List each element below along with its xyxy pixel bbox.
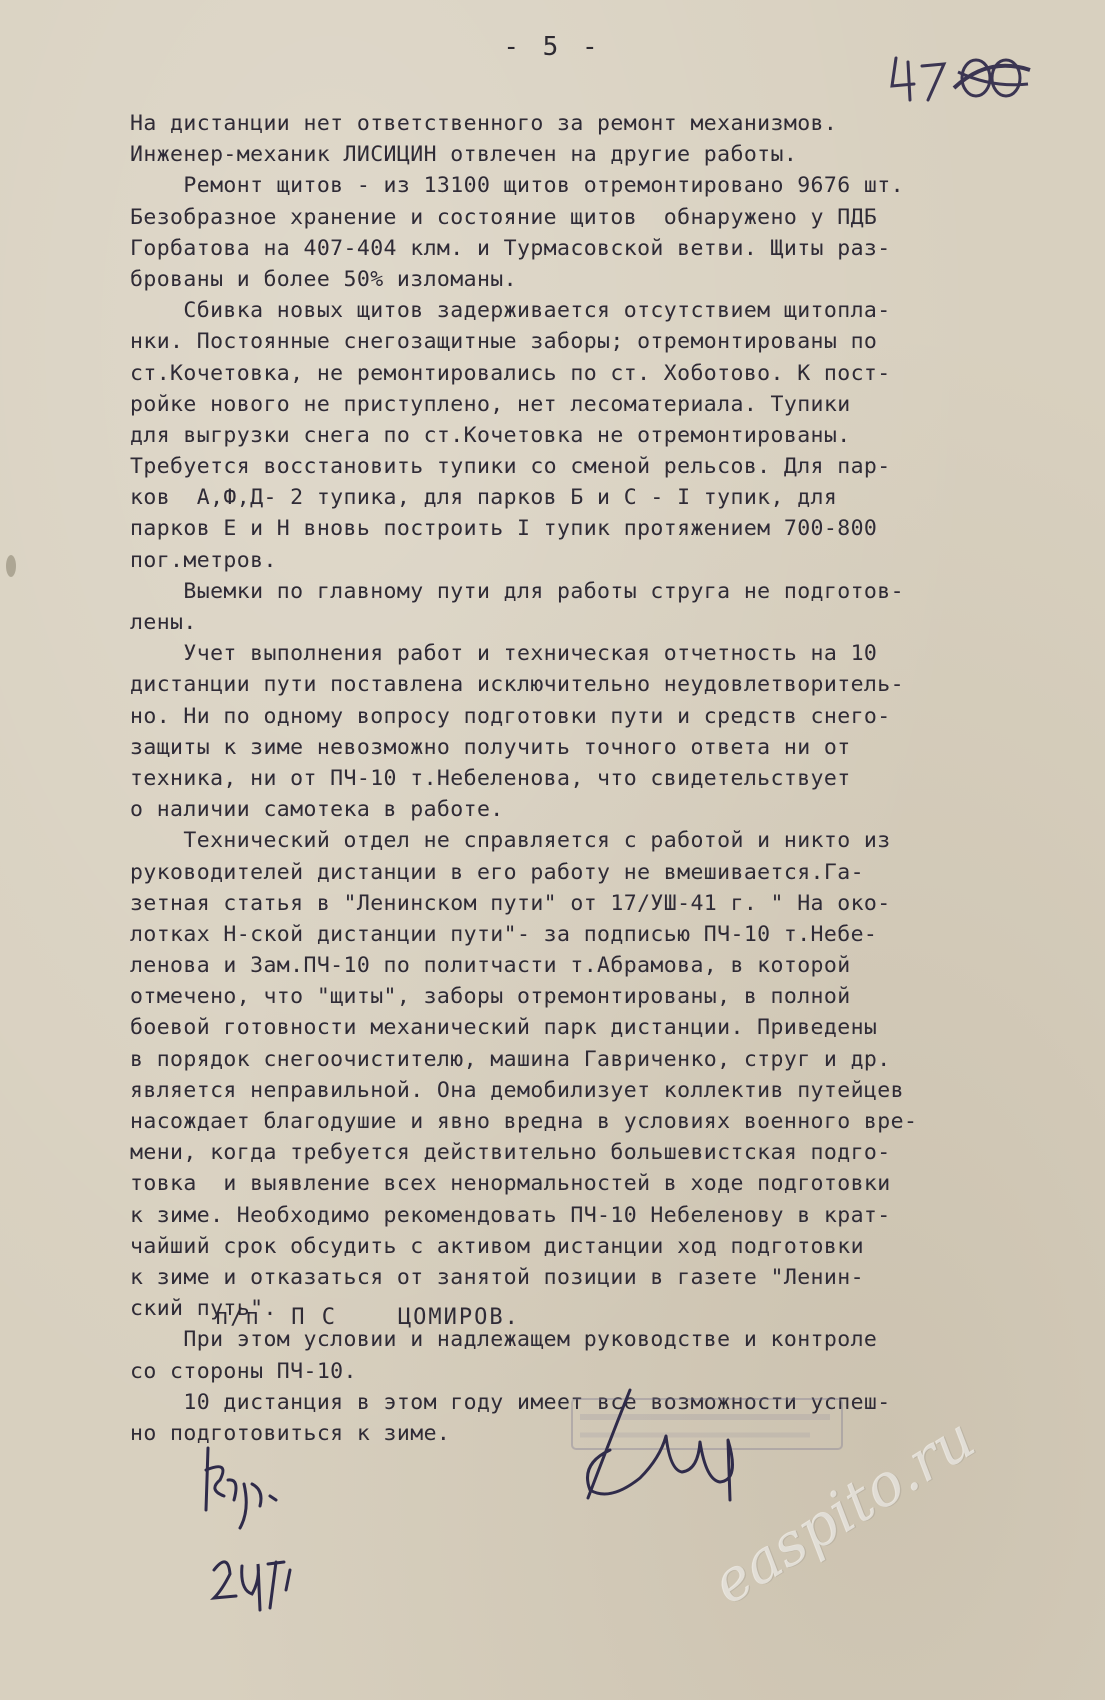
text-line: 10 дистанция в этом году имеет все возможности успеш-	[130, 1389, 891, 1415]
text-line: отмечено, что "щиты", заборы отремонтированы, в полной	[130, 984, 851, 1010]
text-line: дистанции пути поставлена исключительно неудовлетворитель-	[130, 672, 904, 698]
text-line: брованы и более 50% изломаны.	[130, 266, 517, 292]
text-line: Учет выполнения работ и техническая отчетность на 10	[130, 641, 878, 667]
text-line: чайший срок обсудить с активом дистанции ход подготовки	[130, 1233, 864, 1259]
text-line: При этом условии и надлежащем руководстве и контроле	[130, 1327, 878, 1353]
text-line: Инженер-механик ЛИСИЦИН отвлечен на другие работы.	[130, 142, 798, 168]
text-line: о наличии самотека в работе.	[130, 797, 504, 823]
text-line: пог.метров.	[130, 547, 277, 573]
text-line: со стороны ПЧ-10.	[130, 1358, 357, 1384]
text-line: Выемки по главному пути для работы струга не подготов-	[130, 578, 904, 604]
text-line: для выгрузки снега по ст.Кочетовка не отремонтированы.	[130, 422, 851, 448]
text-line: Ремонт щитов - из 13100 щитов отремонтировано 9676 шт.	[130, 173, 904, 199]
text-line: ков А,Ф,Д- 2 тупика, для парков Б и С - I тупик, для	[130, 485, 838, 511]
text-line: защиты к зиме невозможно получить точного ответа ни от	[130, 734, 851, 760]
text-line: ленова и Зам.ПЧ-10 по политчасти т.Абрамова, в которой	[130, 953, 851, 979]
text-line: нки. Постоянные снегозащитные заборы; отремонтированы по	[130, 329, 878, 355]
text-line: но. Ни по одному вопросу подготовки пути и средств снего-	[130, 703, 891, 729]
text-line: Безобразное хранение и состояние щитов обнаружено у ПДБ	[130, 204, 878, 230]
text-line: к зиме. Необходимо рекомендовать ПЧ-10 Небеленову в крат-	[130, 1202, 891, 1228]
text-line: ст.Кочетовка, не ремонтировались по ст. Хоботово. К пост-	[130, 360, 891, 386]
text-line: На дистанции нет ответственного за ремонт механизмов.	[130, 111, 838, 136]
signature-line: п/п П С ЦОМИРОВ.	[215, 1305, 520, 1330]
text-line: лены.	[130, 610, 197, 635]
text-line: мени, когда требуется действительно большевистская подго-	[130, 1140, 891, 1166]
archive-number-text	[888, 48, 889, 49]
text-line: ройке нового не приступлено, нет лесоматериала. Тупики	[130, 391, 851, 417]
text-line: зетная статья в "Ленинском пути" от 17/УШ-41 г. " На око-	[130, 890, 891, 916]
page-number: - 5 -	[503, 32, 602, 62]
text-line: лотках Н-ской дистанции пути"- за подписью ПЧ-10 т.Небе-	[130, 921, 878, 947]
text-line: ский путь".	[130, 1296, 277, 1322]
text-line: насождает благодушие и явно вредна в условиях военного вре-	[130, 1109, 918, 1134]
text-line: Требуется восстановить тупики со сменой рельсов. Для пар-	[130, 454, 891, 480]
text-line: Технический отдел не справляется с работой и никто из	[130, 828, 891, 854]
text-line: но подготовиться к зиме.	[130, 1420, 451, 1446]
archive-number-handwriting	[888, 48, 1038, 108]
text-line: к зиме и отказаться от занятой позиции в газете "Ленин-	[130, 1264, 864, 1290]
archive-number-annotation	[888, 48, 1038, 108]
binder-hole	[6, 555, 16, 577]
text-line: Горбатова на 407-404 клм. и Турмасовской ветви. Щиты раз-	[130, 235, 891, 261]
text-line: техника, ни от ПЧ-10 т.Небеленова, что свидетельствует	[130, 765, 851, 791]
handwritten-signature	[570, 1380, 750, 1520]
text-line: товка и выявление всех ненормальностей в ходе подготовки	[130, 1171, 891, 1197]
text-line: боевой готовности механический парк дистанции. Приведены	[130, 1015, 878, 1041]
handwritten-verification-note	[200, 1440, 310, 1620]
text-line: руководителей дистанции в его работу не вмешивается.Га-	[130, 859, 864, 885]
document-body	[130, 108, 1090, 1449]
text-line: Сбивка новых щитов задерживается отсутствием щитопла-	[130, 298, 891, 324]
text-line: в порядок снегоочистителю, машина Гавриченко, струг и др.	[130, 1046, 891, 1072]
watermark: easpito.ru	[700, 1403, 987, 1618]
text-line: парков Е и Н вновь построить I тупик протяжением 700-800	[130, 516, 878, 542]
text-line: является неправильной. Она демобилизует коллектив путейцев	[130, 1077, 904, 1103]
